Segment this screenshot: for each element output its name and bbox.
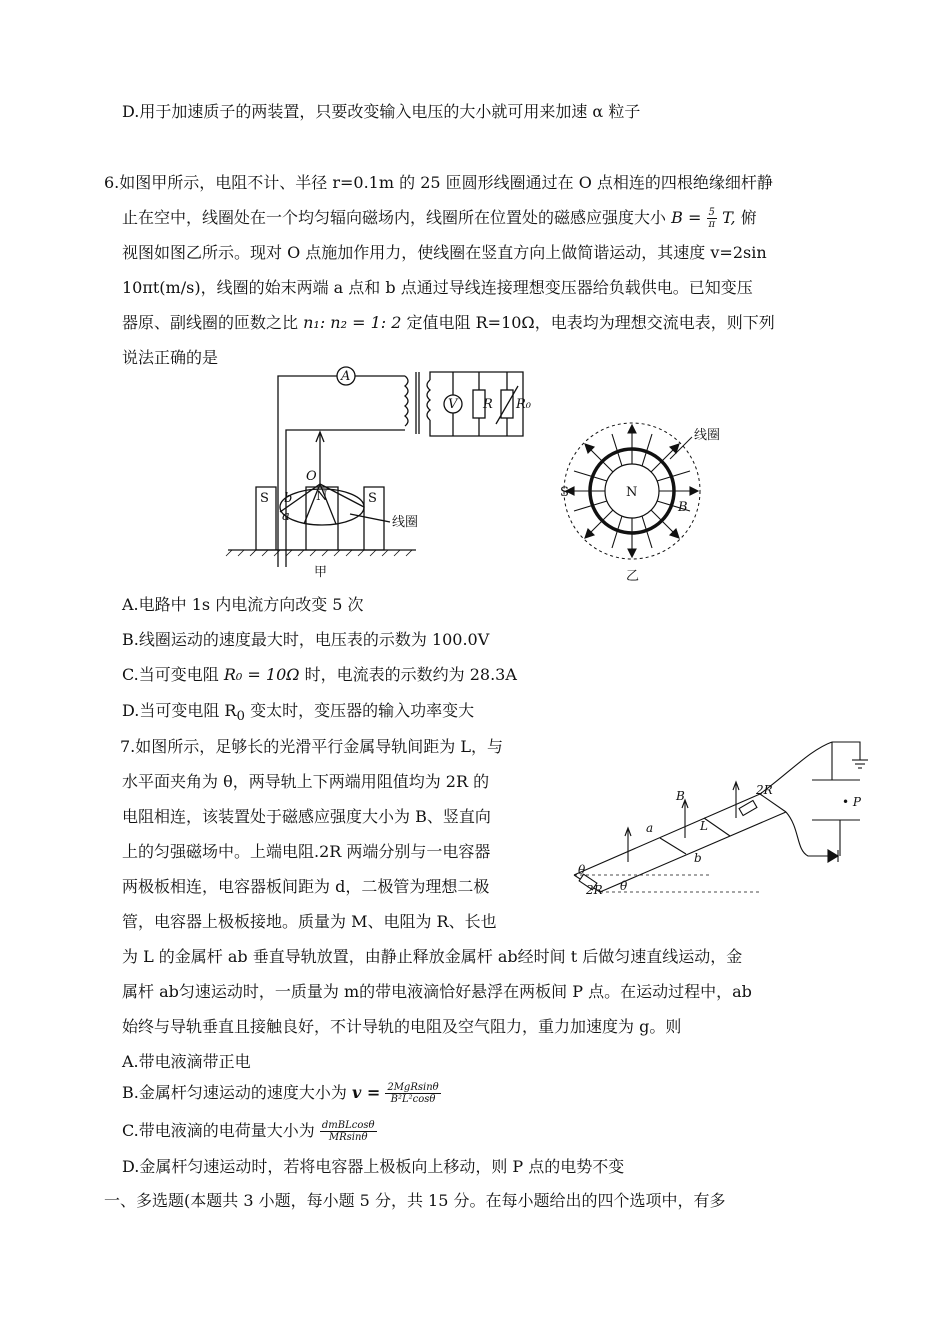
q7-theta-bottom: θ [620,879,628,893]
b-formula-lhs: B = [671,208,702,227]
q7-stem-line-3: 电阻相连，该装置处于磁感应强度大小为 B、竖直向 [122,807,491,826]
voltmeter-label: V [448,397,458,412]
q7-option-a: A.带电液滴带正电 [122,1052,251,1071]
q7-stem-line-6: 管，电容器上极板接地。质量为 M、电阻为 R、长也 [122,912,497,931]
r0-formula: R₀ = 10Ω [223,665,300,684]
q6-stem-line-2-end: 俯 [740,208,757,227]
q7-stem-line-2: 水平面夹角为 θ，两导轨上下两端用阻值均为 2R 的 [122,772,490,791]
figure-yi-caption: 乙 [626,569,640,584]
resistor-r-label: R [483,397,493,412]
q7-stem-line-1: 7.如图所示，足够长的光滑平行金属导轨间距为 L，与 [120,737,503,756]
q7-stem-line-7: 为 L 的金属杆 ab 垂直导轨放置，由静止释放金属杆 ab经时间 t 后做匀速直线运动，金 [122,947,743,966]
q6-option-c [122,664,517,686]
q6-stem-line-4: 10πt(m/s)，线圈的始末两端 a 点和 b 点通过导线连接理想变压器给负载供电。已知变压 [122,278,753,297]
q7-option-b-den: B²L²cosθ [390,1094,436,1105]
q7-option-d: D.金属杆匀速运动时，若将电容器上极板向上移动，则 P 点的电势不变 [122,1157,625,1176]
q7-option-c-text: C.带电液滴的电荷量大小为 [122,1121,315,1140]
q6-option-d [122,700,474,728]
q7-option-b-lhs: v = [351,1083,381,1102]
resistor-r0-label: R₀ [516,397,531,412]
turns-ratio-formula: n₁: n₂ = 1: 2 [303,313,402,332]
yi-n-label: N [626,485,638,500]
q6-option-b: B.线圈运动的速度最大时，电压表的示数为 100.0V [122,630,490,649]
q7-theta-top: θ [578,863,586,877]
q7-point-a: a [646,821,654,835]
coil-label-yi: 线圈 [694,428,721,443]
figure-jia [220,362,550,587]
q7-point-p: • P [842,795,861,809]
q6-option-c-text: C.当可变电阻 [122,665,219,684]
q7-stem-line-9: 始终与导轨垂直且接触良好，不计导轨的电阻及空气阻力，重力加速度为 g。则 [122,1017,682,1036]
magnet-n: N [316,489,328,504]
q7-stem-line-5: 两极板相连，电容器板间距为 d，二极管为理想二极 [122,877,490,896]
figure-yi [560,415,740,590]
q7-stem-line-8: 属杆 ab匀速运动时，一质量为 m的带电液滴恰好悬浮在两板间 P 点。在运动过程中，ab [122,982,752,1001]
q6-stem-line-6: 说法正确的是 [122,348,219,367]
figure-jia-caption: 甲 [314,565,328,580]
q7-option-b-text: B.金属杆匀速运动的速度大小为 [122,1083,347,1102]
b-formula-fraction [706,207,717,230]
q6-stem-line-5 [122,312,775,334]
q7-option-b-num: 2MgRsinθ [387,1082,439,1093]
q7-length-l: L [700,819,708,833]
q6-stem-line-3: 视图如图乙所示。现对 O 点施加作用力，使线圈在竖直方向上做简谐运动，其速度 v=2sin [122,243,767,262]
q6-option-d-text: D.当可变电阻 R [122,701,237,720]
q7-option-c-den: MRsinθ [328,1132,368,1143]
b-formula-unit: T, [722,208,736,227]
point-a-label: a [282,509,290,524]
q6-option-d-sub: 0 [236,709,245,725]
magnet-s-left: S [260,491,269,506]
b-frac-den: π [708,219,716,230]
ammeter-label: A [341,369,351,384]
b-frac-num: 5 [708,207,715,218]
q5-option-d: D.用于加速质子的两装置，只要改变输入电压的大小就可用来加速 α 粒子 [122,102,641,121]
q6-option-c-end: 时，电流表的示数约为 28.3A [304,665,517,684]
q6-stem-line-5b: 定值电阻 R=10Ω，电表均为理想交流电表，则下列 [406,313,775,332]
q6-stem-line-1: 6.如图甲所示，电阻不计、半径 r=0.1m 的 25 匝圆形线圈通过在 O 点相连的四根绝缘细杆静 [104,173,773,192]
q6-option-d-end: 变太时，变压器的输入功率变大 [250,701,475,720]
q7-stem-line-4: 上的匀强磁场中。上端电阻.2R 两端分别与一电容器 [122,842,491,861]
point-o-label: O [306,469,317,484]
q6-stem-line-2 [122,207,757,230]
b-field-formula [671,207,741,230]
q7-resistor-top-label: 2R [756,783,773,797]
point-b-label: b [284,491,293,506]
q7-option-b [122,1082,441,1105]
q6-option-a: A.电路中 1s 内电流方向改变 5 次 [122,595,364,614]
q7-resistor-bottom-label: 2R [586,883,603,897]
q6-stem-line-2-text: 止在空中，线圈处在一个均匀辐向磁场内，线圈所在位置处的磁感应强度大小 [122,208,667,227]
q7-b-label: B [676,789,685,803]
q7-option-c-fraction [320,1120,377,1143]
q7-option-b-fraction [385,1082,440,1105]
q7-point-b: b [694,851,702,865]
q7-option-c-num: dmBLcosθ [321,1120,375,1131]
section-multi-choice-heading: 一、多选题(本题共 3 小题，每小题 5 分，共 15 分。在每小题给出的四个选项中，有多 [104,1191,726,1210]
coil-label-jia: 线圈 [392,515,419,530]
q6-stem-line-5a: 器原、副线圈的匝数之比 [122,313,299,332]
magnet-s-right: S [368,491,377,506]
q7-option-c [122,1120,377,1143]
yi-s-label: S [560,485,569,500]
figure-q7 [560,732,880,907]
yi-b-label: B [678,500,688,515]
